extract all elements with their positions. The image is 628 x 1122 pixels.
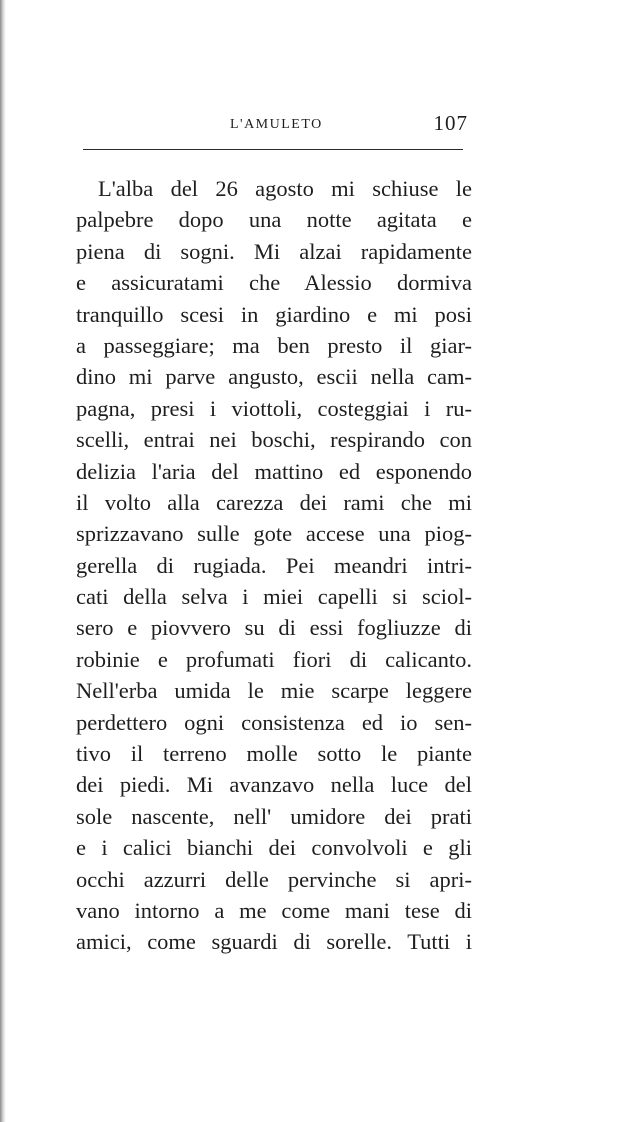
text-line: palpebre dopo una notte agitata e (76, 207, 472, 233)
text-line: amici, come sguardi di sorelle. Tutti i (76, 929, 472, 955)
text-line: Nell'erba umida le mie scarpe leggere (76, 678, 472, 704)
text-line: occhi azzurri delle pervinche si apri- (76, 866, 472, 892)
text-line: sero e piovvero su di essi fogliuzze di (76, 615, 472, 641)
running-title: L'AMULETO (230, 117, 323, 132)
page-number: 107 (433, 111, 468, 135)
text-line: gerella di rugiada. Pei meandri intri- (76, 552, 472, 578)
text-line: L'alba del 26 agosto mi schiuse le (98, 176, 472, 201)
text-line: tivo il terreno molle sotto le piante (76, 741, 472, 767)
text-line: sole nascente, nell' umidore dei prati (76, 803, 472, 829)
text-line: tranquillo scesi in giardino e mi posi (76, 301, 472, 327)
text-line: cati della selva i miei capelli si sciol- (76, 584, 472, 610)
text-line: dei piedi. Mi avanzavo nella luce del (76, 772, 472, 798)
text-line: sprizzavano sulle gote accese una piog- (76, 521, 472, 547)
text-line: dino mi parve angusto, escii nella cam- (76, 364, 472, 390)
text-line: pagna, presi i viottoli, costeggiai i ru- (76, 395, 472, 421)
header-rule (83, 149, 463, 150)
text-line: scelli, entrai nei boschi, respirando con (76, 427, 472, 453)
body-text (76, 173, 472, 958)
page-binding-edge (0, 0, 6, 1122)
text-line: piena di sogni. Mi alzai rapidamente (76, 238, 472, 264)
text-line: delizia l'aria del mattino ed esponendo (76, 458, 472, 484)
text-line: robinie e profumati fiori di calicanto. (76, 646, 472, 672)
text-line: il volto alla carezza dei rami che mi (76, 489, 472, 515)
text-line: e i calici bianchi dei convolvoli e gli (76, 835, 472, 861)
text-line: perdettero ogni consistenza ed io sen- (76, 709, 472, 735)
text-line: a passeggiare; ma ben presto il giar- (76, 332, 472, 358)
text-line: e assicuratami che Alessio dormiva (76, 270, 472, 296)
text-line: vano intorno a me come mani tese di (76, 897, 472, 923)
